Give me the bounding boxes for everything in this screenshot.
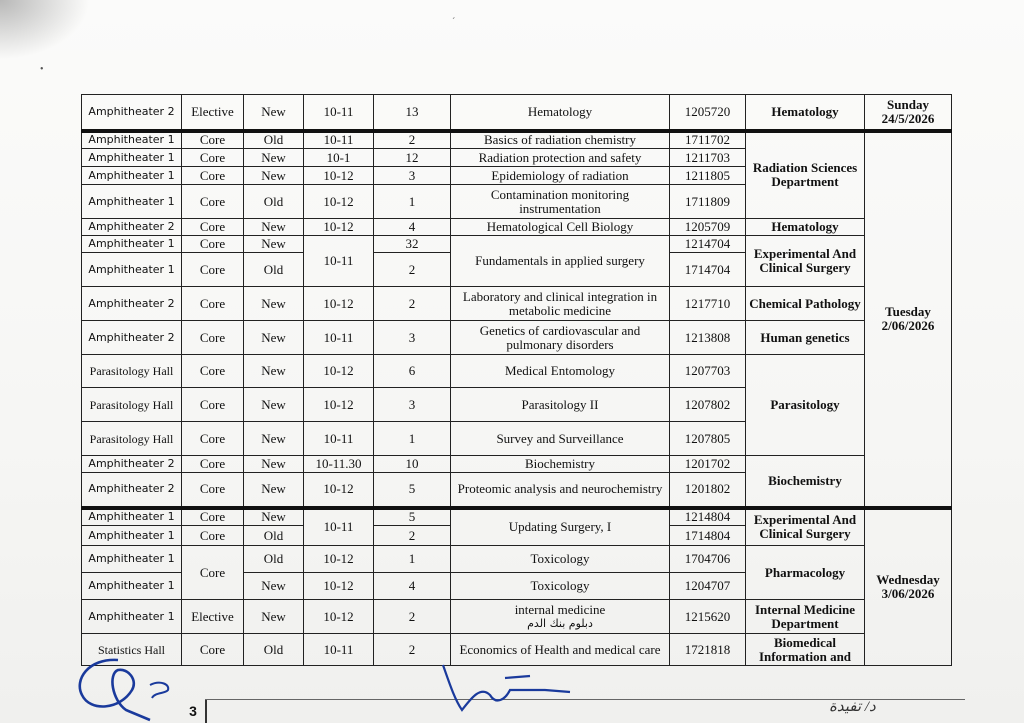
course-cell: Laboratory and clinical integration in metabolic medicine [451, 287, 670, 321]
time-cell: 10-12 [304, 355, 374, 388]
type-cell: Core [182, 456, 244, 473]
count-cell: 2 [374, 131, 451, 149]
count-cell: 3 [374, 321, 451, 355]
hall-cell: Amphitheater 2 [82, 95, 182, 131]
count-cell: 5 [374, 508, 451, 526]
department-cell: Human genetics [746, 321, 865, 355]
course-cell: Parasitology II [451, 388, 670, 422]
status-cell: New [244, 95, 304, 131]
type-cell: Core [182, 131, 244, 149]
table-row [82, 355, 952, 388]
hall-cell: Amphitheater 2 [82, 219, 182, 236]
time-cell: 10-12 [304, 600, 374, 634]
course-cell: Proteomic analysis and neurochemistry [451, 473, 670, 508]
course-cell: Toxicology [451, 573, 670, 600]
type-cell: Core [182, 388, 244, 422]
count-cell: 3 [374, 167, 451, 185]
count-cell: 1 [374, 422, 451, 456]
code-cell: 1207805 [670, 422, 746, 456]
table-row [82, 546, 952, 573]
type-cell: Core [182, 321, 244, 355]
code-cell: 1214704 [670, 236, 746, 253]
code-cell: 1714704 [670, 253, 746, 287]
type-cell: Core [182, 167, 244, 185]
time-cell: 10-12 [304, 219, 374, 236]
status-cell: Old [244, 546, 304, 573]
status-cell: New [244, 355, 304, 388]
table-row [82, 600, 952, 634]
hall-cell: Parasitology Hall [82, 422, 182, 456]
course-cell: Biochemistry [451, 456, 670, 473]
count-cell: 10 [374, 456, 451, 473]
code-cell: 1205709 [670, 219, 746, 236]
type-cell: Core [182, 422, 244, 456]
course-cell: Updating Surgery, I [451, 508, 670, 546]
department-cell: Biomedical Information and [746, 634, 865, 666]
table-row [82, 456, 952, 473]
status-cell: New [244, 456, 304, 473]
course-cell: Survey and Surveillance [451, 422, 670, 456]
count-cell: 2 [374, 526, 451, 546]
status-cell: New [244, 149, 304, 167]
type-cell: Core [182, 185, 244, 219]
course-cell: Epidemiology of radiation [451, 167, 670, 185]
type-cell: Core [182, 473, 244, 508]
hall-cell: Amphitheater 1 [82, 149, 182, 167]
count-cell: 2 [374, 253, 451, 287]
department-cell: Radiation Sciences Department [746, 131, 865, 219]
count-cell: 3 [374, 388, 451, 422]
count-cell: 6 [374, 355, 451, 388]
status-cell: New [244, 167, 304, 185]
signature-left [80, 660, 150, 720]
department-cell: Parasitology [746, 355, 865, 456]
course-cell: Basics of radiation chemistry [451, 131, 670, 149]
table-row [82, 131, 952, 149]
time-cell: 10-11 [304, 95, 374, 131]
department-cell: Biochemistry [746, 456, 865, 508]
hall-cell: Amphitheater 2 [82, 321, 182, 355]
table-row [82, 95, 952, 131]
day-cell: Tuesday 2/06/2026 [865, 131, 952, 508]
code-cell: 1207802 [670, 388, 746, 422]
table-row [82, 508, 952, 526]
count-cell: 32 [374, 236, 451, 253]
signature-left-mark [150, 683, 168, 698]
type-cell: Core [182, 508, 244, 526]
time-cell: 10-12 [304, 287, 374, 321]
type-cell: Core [182, 219, 244, 236]
time-cell: 10-11.30 [304, 456, 374, 473]
time-cell: 10-12 [304, 167, 374, 185]
code-cell: 1711702 [670, 131, 746, 149]
table-row [82, 321, 952, 355]
table-row [82, 287, 952, 321]
status-cell: New [244, 573, 304, 600]
count-cell: 2 [374, 287, 451, 321]
code-cell: 1211805 [670, 167, 746, 185]
code-cell: 1205720 [670, 95, 746, 131]
code-cell: 1214804 [670, 508, 746, 526]
status-cell: New [244, 473, 304, 508]
code-cell: 1714804 [670, 526, 746, 546]
type-cell: Core [182, 526, 244, 546]
code-cell: 1215620 [670, 600, 746, 634]
course-cell: Hematology [451, 95, 670, 131]
hall-cell: Amphitheater 1 [82, 573, 182, 600]
count-cell: 4 [374, 219, 451, 236]
hall-cell: Amphitheater 1 [82, 167, 182, 185]
type-cell: Core [182, 634, 244, 666]
type-cell: Core [182, 253, 244, 287]
code-cell: 1201702 [670, 456, 746, 473]
course-name-en: internal medicine [514, 601, 606, 617]
day-cell: Sunday 24/5/2026 [865, 95, 952, 131]
count-cell: 5 [374, 473, 451, 508]
hall-cell: Parasitology Hall [82, 388, 182, 422]
table-row [82, 236, 952, 253]
time-cell: 10-12 [304, 546, 374, 573]
course-cell: Genetics of cardiovascular and pulmonary disorders [451, 321, 670, 355]
department-cell: Experimental And Clinical Surgery [746, 508, 865, 546]
status-cell: Old [244, 526, 304, 546]
type-cell: Core [182, 355, 244, 388]
code-cell: 1213808 [670, 321, 746, 355]
day-cell: Wednesday 3/06/2026 [865, 508, 952, 666]
time-cell: 10-11 [304, 634, 374, 666]
code-cell: 1217710 [670, 287, 746, 321]
time-cell: 10-11 [304, 321, 374, 355]
code-cell: 1211703 [670, 149, 746, 167]
hall-cell: Amphitheater 1 [82, 600, 182, 634]
status-cell: Old [244, 253, 304, 287]
time-cell: 10-11 [304, 508, 374, 546]
code-cell: 1204707 [670, 573, 746, 600]
count-cell: 1 [374, 185, 451, 219]
status-cell: Old [244, 634, 304, 666]
course-name-ar: دبلوم بنك الدم [527, 616, 593, 630]
time-cell: 10-12 [304, 473, 374, 508]
count-cell: 1 [374, 546, 451, 573]
scan-speck: ˊ [452, 17, 456, 28]
status-cell: New [244, 422, 304, 456]
code-cell: 1721818 [670, 634, 746, 666]
hall-cell: Statistics Hall [82, 634, 182, 666]
status-cell: New [244, 508, 304, 526]
code-cell: 1704706 [670, 546, 746, 573]
time-cell: 10-11 [304, 236, 374, 287]
time-cell: 10-12 [304, 573, 374, 600]
hall-cell: Amphitheater 1 [82, 131, 182, 149]
time-cell: 10-1 [304, 149, 374, 167]
hall-cell: Parasitology Hall [82, 355, 182, 388]
course-cell: Radiation protection and safety [451, 149, 670, 167]
hall-cell: Amphitheater 2 [82, 456, 182, 473]
code-cell: 1711809 [670, 185, 746, 219]
signature-middle [443, 665, 570, 710]
count-cell: 12 [374, 149, 451, 167]
type-cell: Elective [182, 95, 244, 131]
page-number: 3 [181, 700, 207, 723]
time-cell: 10-12 [304, 388, 374, 422]
department-cell: Internal Medicine Department [746, 600, 865, 634]
department-cell: Hematology [746, 219, 865, 236]
code-cell: 1201802 [670, 473, 746, 508]
department-cell: Chemical Pathology [746, 287, 865, 321]
scan-shadow [0, 0, 90, 60]
status-cell: New [244, 388, 304, 422]
hall-cell: Amphitheater 1 [82, 546, 182, 573]
course-cell: Toxicology [451, 546, 670, 573]
hall-cell: Amphitheater 1 [82, 253, 182, 287]
time-cell: 10-12 [304, 185, 374, 219]
department-cell: Experimental And Clinical Surgery [746, 236, 865, 287]
code-cell: 1207703 [670, 355, 746, 388]
status-cell: New [244, 600, 304, 634]
course-cell: Contamination monitoring instrumentation [451, 185, 670, 219]
count-cell: 2 [374, 634, 451, 666]
hall-cell: Amphitheater 2 [82, 287, 182, 321]
status-cell: New [244, 236, 304, 253]
course-cell: Hematological Cell Biology [451, 219, 670, 236]
count-cell: 4 [374, 573, 451, 600]
scan-speck: • [40, 64, 44, 75]
count-cell: 13 [374, 95, 451, 131]
time-cell: 10-11 [304, 131, 374, 149]
hall-cell: Amphitheater 2 [82, 473, 182, 508]
type-cell: Elective [182, 600, 244, 634]
course-cell [451, 600, 670, 634]
hall-cell: Amphitheater 1 [82, 185, 182, 219]
hall-cell: Amphitheater 1 [82, 526, 182, 546]
type-cell: Core [182, 287, 244, 321]
status-cell: Old [244, 131, 304, 149]
handwritten-note: د/ تفيدة [829, 699, 876, 715]
department-cell: Hematology [746, 95, 865, 131]
status-cell: Old [244, 185, 304, 219]
table-row [82, 219, 952, 236]
time-cell: 10-11 [304, 422, 374, 456]
status-cell: New [244, 321, 304, 355]
status-cell: New [244, 219, 304, 236]
status-cell: New [244, 287, 304, 321]
exam-schedule-table [81, 94, 952, 666]
course-cell: Economics of Health and medical care [451, 634, 670, 666]
type-cell: Core [182, 149, 244, 167]
hall-cell: Amphitheater 1 [82, 236, 182, 253]
type-cell: Core [182, 236, 244, 253]
course-cell: Fundamentals in applied surgery [451, 236, 670, 287]
type-cell: Core [182, 546, 244, 600]
department-cell: Pharmacology [746, 546, 865, 600]
course-cell: Medical Entomology [451, 355, 670, 388]
hall-cell: Amphitheater 1 [82, 508, 182, 526]
count-cell: 2 [374, 600, 451, 634]
